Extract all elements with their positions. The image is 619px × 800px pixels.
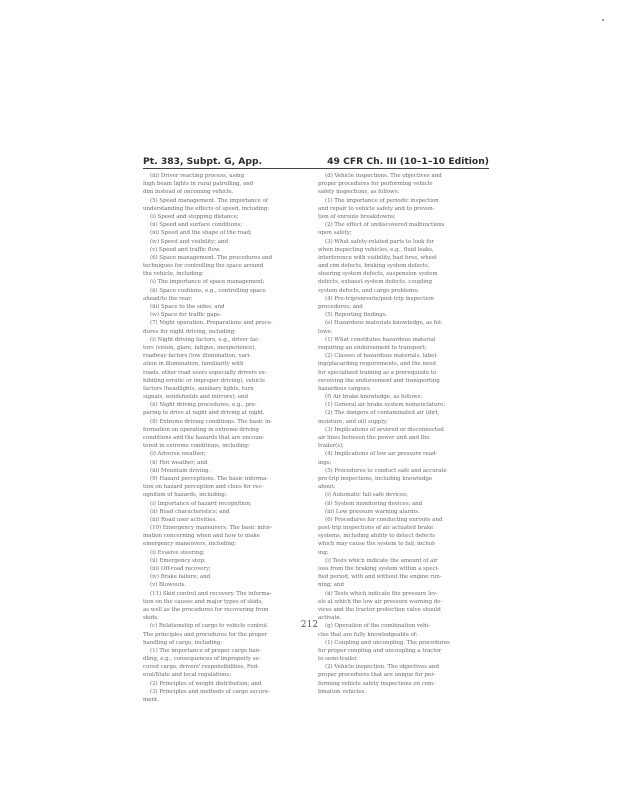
text-line: for proper coupling and uncoupling a tractor	[318, 647, 442, 654]
text-line: activate.	[318, 615, 342, 622]
text-line: and repair to vehicle safety and to preven-	[318, 205, 435, 212]
text-line: as well as the procedures for recovering from	[143, 606, 269, 613]
scan-speck	[602, 19, 604, 21]
text-line: for specialized training as a prerequisite to	[318, 369, 437, 376]
text-line: loss from the braking system within a speci-	[318, 566, 439, 572]
text-line: proper procedures that are unique for per-	[318, 672, 436, 679]
header-title-label: 49 CFR Ch. III (10–1–10 Edition)	[327, 156, 489, 167]
text-line: (ii) Road characteristics; and	[150, 508, 230, 515]
text-line: paring to drive at night and driving at night.	[143, 410, 265, 417]
text-line: (i) Night driving factors, e.g., driver fac-	[150, 336, 261, 343]
text-line: bination vehicles.	[318, 688, 367, 695]
text-line: and rim defects, braking system defects,	[318, 263, 430, 270]
text-line: (e) Hazardous materials knowledge, as fol-	[325, 320, 443, 327]
text-line: post-trip inspections of air actuated brake	[318, 525, 434, 532]
text-line: roads, other road users especially drivers ex-	[143, 369, 267, 376]
text-line: (5) Speed management. The importance of	[150, 197, 268, 204]
text-line: (3) Principles and methods of cargo secure-	[150, 688, 270, 695]
text-line: (ii) Hot weather; and	[150, 459, 208, 466]
text-line: trailer(s);	[318, 443, 344, 450]
running-header	[143, 153, 489, 169]
text-line: (ii) Emergency stop;	[150, 557, 206, 564]
text-line: cured cargo, drivers' responsibilities, Fed-	[143, 664, 259, 671]
text-line: (iii) Speed and the shape of the road;	[150, 230, 252, 237]
text-line: when inspecting vehicles, e.g., fluid leaks,	[318, 246, 434, 253]
text-line: (i) The importance of space management;	[150, 279, 265, 286]
text-line: formation on operating in extreme driving	[143, 426, 259, 433]
text-line: (2) Principles of weight distribution; and	[150, 680, 262, 687]
text-line: (iii) Driver reacting process, using	[150, 173, 245, 179]
text-line: (8) Extreme driving conditions. The basic in-	[150, 418, 273, 425]
text-line: skids.	[143, 615, 159, 622]
text-line: (4) Pre-trip/enroute/post-trip inspection	[325, 295, 434, 302]
text-line: (3) What safety-related parts to look for	[325, 238, 434, 245]
text-line: els at which the low air pressure warning de-	[318, 598, 443, 605]
text-line: signals, windshields and mirrors); and	[143, 394, 248, 401]
text-line: (5) Reporting findings.	[325, 312, 388, 319]
text-line: (2) The effect of undiscovered malfunctions	[325, 222, 445, 229]
text-line: lows:	[318, 328, 333, 335]
header-rule	[143, 168, 489, 169]
text-line: system defects, and cargo problems;	[318, 287, 419, 294]
text-line: tors (vision, glare, fatigue, inexperience),	[143, 344, 257, 351]
text-line: ahead/to the rear;	[143, 295, 193, 302]
text-line: cles that are fully knowledgeable of:	[318, 631, 418, 638]
text-line: (g) Operation of the combination vehi-	[325, 623, 430, 630]
text-line: (i) Speed and stopping distance;	[150, 213, 239, 220]
text-line: roadway factors (low illumination, vari-	[143, 353, 251, 360]
text-line: hazardous cargoes.	[318, 385, 372, 392]
text-line: dures for night driving, including:	[143, 328, 236, 335]
text-line: (1) The importance of proper cargo han-	[150, 647, 261, 654]
text-line: interference with visibility, bad tires, wheel	[318, 254, 437, 261]
text-line: (5) Procedures to conduct safe and accurate	[325, 467, 447, 474]
text-line: high beam lights in rural patrolling, and	[143, 181, 254, 188]
text-line: procedures; and	[318, 304, 363, 310]
text-line: (9) Hazard perceptions. The basic informa-	[150, 475, 268, 482]
text-line: fied period, with and without the engine run-	[318, 574, 442, 581]
page-number: 212	[300, 620, 319, 630]
text-line: upon safety;	[318, 230, 352, 237]
text-line: moisture, and oil) supply;	[318, 418, 388, 425]
text-line: ing/placarding requirements, and the need	[318, 361, 436, 368]
text-line: factors (headlights, auxiliary lights, turn	[143, 385, 254, 392]
text-line: conditions and the hazards that are encoun-	[143, 435, 265, 441]
text-line: techniques for controlling the space around	[143, 263, 264, 270]
text-line: systems, including ability to detect defects	[318, 533, 436, 540]
text-line: which may cause the system to fail, includ-	[318, 541, 436, 548]
text-line: tion of enroute breakdowns;	[318, 213, 396, 220]
text-line: ning; and	[318, 582, 344, 589]
text-line: (iii) Road user activities.	[150, 516, 217, 523]
text-line: (7) Night operation. Preparations and proce-	[150, 320, 273, 327]
text-line: emergency maneuvers, including:	[143, 541, 237, 548]
text-line: (iv) Space for traffic gaps.	[150, 312, 222, 319]
text-line: (ii) Tests which indicate the pressure lev-	[325, 590, 438, 597]
text-line: (10) Emergency maneuvers. The basic infor-	[150, 525, 273, 532]
text-line: (iv) Brake failure; and	[150, 574, 211, 581]
text-line: (4) Implications of low air pressure read-	[325, 451, 438, 458]
text-line: (1) What constitutes hazardous material	[325, 336, 436, 343]
text-line: (ii) System monitoring devices; and	[325, 500, 423, 507]
text-line: proper procedures for performing vehicle	[318, 181, 433, 188]
text-line: (i) Adverse weather;	[150, 451, 206, 458]
text-line: (2) Vehicle inspection. The objectives and	[325, 664, 439, 671]
text-line: (1) General air brake system nomenclature;	[325, 402, 446, 409]
text-line: hibiting erratic or improper driving), vehicle	[143, 377, 265, 384]
text-line: (3) Implications of severed or disconnected	[325, 426, 444, 433]
text-line: pre-trip inspections, including knowledge	[318, 475, 433, 482]
text-line: (2) The dangers of contaminated air (dirt,	[325, 410, 440, 417]
text-line: (6) Space management. The procedures and	[150, 254, 272, 261]
text-line: (iv) Speed and visibility; and	[150, 238, 228, 245]
text-line: requiring an endorsement to transport;	[318, 344, 427, 351]
text-line: ation in illumination, familiarity with	[143, 361, 244, 368]
text-line: defects, exhaust system defects, coupling	[318, 279, 432, 286]
text-line: (2) Classes of hazardous materials, label-	[325, 353, 438, 360]
text-line: dling, e.g., consequences of improperly se-	[143, 656, 261, 663]
text-line: safety inspections, as follows:	[318, 189, 400, 196]
text-line: (i) Tests which indicate the amount of air	[325, 557, 438, 564]
text-line: (1) Coupling and uncoupling. The procedures	[325, 639, 450, 646]
text-line: the vehicle, including:	[143, 271, 204, 278]
text-line: handling of cargo, including:	[143, 639, 222, 646]
text-line: (iii) Mountain driving.	[150, 467, 211, 474]
text-line: tered in extreme conditions, including:	[143, 443, 250, 450]
text-line: dim instead of oncoming vehicle.	[143, 189, 234, 196]
text-line: (v) Blowouts.	[150, 582, 186, 589]
text-line: (iii) Space to the sides; and	[150, 304, 225, 310]
text-line: ing:	[318, 549, 329, 556]
text-line: (6) Procedures for conducting enroute and	[325, 516, 443, 523]
text-line: ings;	[318, 459, 332, 466]
text-line: to semi-trailer.	[318, 656, 358, 663]
text-line: vices and the tractor protection valve should	[318, 606, 441, 613]
text-line: mation concerning when and how to make	[143, 533, 260, 540]
text-line: (i) Importance of hazard recognition;	[150, 500, 252, 507]
right-column	[318, 172, 490, 696]
text-line: tion on the causes and major types of skids,	[143, 598, 263, 605]
header-section-label: Pt. 383, Subpt. G, App.	[143, 156, 263, 167]
text-line: about:	[318, 484, 336, 491]
text-line: receiving the endorsement and transporting	[318, 377, 440, 384]
text-line: air lines between the power unit and the	[318, 435, 430, 441]
text-line: ognition of hazards, including:	[143, 492, 227, 499]
text-line: (f) Air brake knowledge, as follows:	[325, 394, 423, 401]
text-line: (ii) Night driving procedures, e.g., pre-	[150, 402, 257, 409]
text-line: ment.	[143, 697, 159, 703]
text-line: (i) Automatic fail-safe devices;	[325, 492, 408, 499]
text-line: (1) The importance of periodic inspection	[325, 197, 439, 204]
text-line: The principles and procedures for the proper	[143, 631, 268, 638]
text-line: (c) Relationship of cargo to vehicle control.	[150, 623, 269, 630]
text-line: (iii) Low pressure warning alarms.	[325, 508, 420, 515]
text-line: understanding the effects of speed, including:	[143, 205, 270, 212]
text-line: tion on hazard perception and clues for rec-	[143, 484, 264, 491]
text-line: forming vehicle safety inspections on com-	[318, 680, 435, 687]
text-line: (11) Skid control and recovery. The informa-	[150, 590, 272, 597]
text-line: eral/State and local regulations;	[143, 672, 231, 679]
text-line: (ii) Space cushions, e.g., controlling space	[150, 287, 266, 294]
text-line: (v) Speed and traffic flow.	[150, 246, 221, 253]
text-line: steering system defects, suspension system	[318, 271, 438, 278]
text-line: (ii) Speed and surface conditions;	[150, 222, 243, 229]
text-line: (i) Evasive steering;	[150, 549, 205, 556]
text-line: (d) Vehicle inspections. The objectives and	[325, 173, 442, 179]
text-line: (iii) Off-road recovery;	[150, 566, 211, 572]
